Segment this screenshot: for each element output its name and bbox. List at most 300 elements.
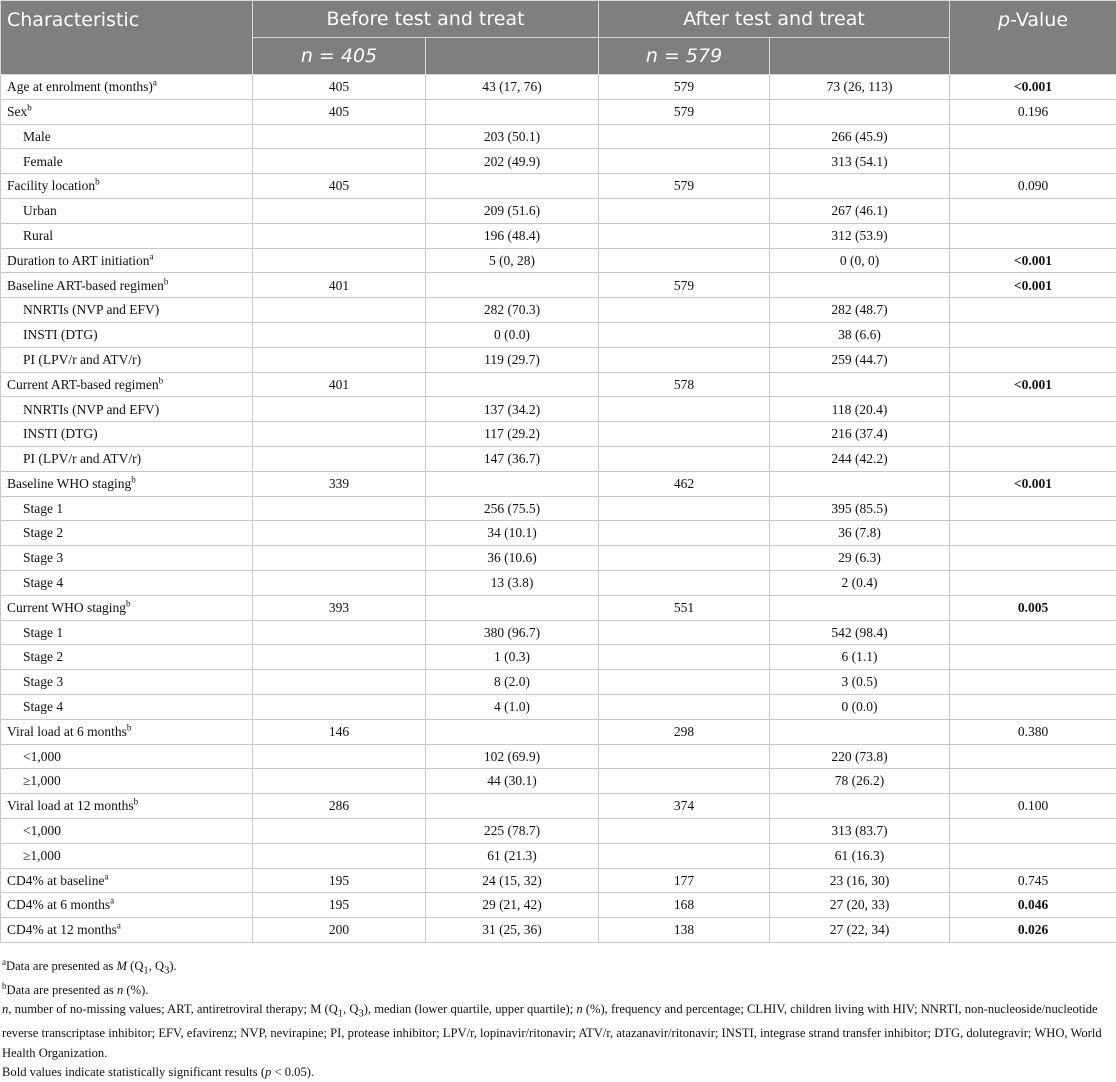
row-label-text: Baseline WHO staging xyxy=(7,476,131,491)
row-label-text: Baseline ART-based regimen xyxy=(7,278,164,293)
footnote-a-end: ). xyxy=(169,959,176,973)
after-value-cell xyxy=(770,918,950,943)
row-label xyxy=(1,248,253,273)
before-value-cell xyxy=(426,99,599,124)
table-row xyxy=(1,223,1116,248)
p-value-cell xyxy=(950,794,1116,819)
row-label xyxy=(1,99,253,124)
row-label xyxy=(1,670,253,695)
p-value-cell xyxy=(950,422,1116,447)
before-value-cell xyxy=(426,670,599,695)
before-n-cell xyxy=(253,620,426,645)
bold-note-text: Bold values indicate statistically significant results ( xyxy=(2,1065,265,1079)
before-value-cell-text: 117 (29.2) xyxy=(484,426,540,441)
row-label xyxy=(1,322,253,347)
footnote-a-mid: , Q xyxy=(149,959,164,973)
before-value-cell-text: 209 (51.6) xyxy=(484,203,540,218)
before-n-cell xyxy=(253,149,426,174)
before-value-cell-text: 137 (34.2) xyxy=(484,402,540,417)
after-n-cell xyxy=(599,645,770,670)
before-value-cell-text: 225 (78.7) xyxy=(484,823,540,838)
after-value-cell-text: 216 (37.4) xyxy=(831,426,887,441)
after-n-cell xyxy=(599,769,770,794)
p-value-cell xyxy=(950,769,1116,794)
before-n-cell xyxy=(253,322,426,347)
p-value-cell xyxy=(950,744,1116,769)
after-n-cell xyxy=(599,149,770,174)
before-n-cell-text: 393 xyxy=(329,600,349,615)
p-value-cell xyxy=(950,124,1116,149)
p-value-cell-text: <0.001 xyxy=(1014,278,1052,293)
before-value-cell-text: 202 (49.9) xyxy=(484,154,540,169)
before-value-cell-text: 282 (70.3) xyxy=(484,302,540,317)
after-value-cell xyxy=(770,595,950,620)
p-value-cell xyxy=(950,347,1116,372)
p-value-cell xyxy=(950,149,1116,174)
row-label-text: INSTI (DTG) xyxy=(23,426,98,441)
after-n-cell-text: 298 xyxy=(674,724,694,739)
after-value-cell xyxy=(770,868,950,893)
p-value-cell xyxy=(950,670,1116,695)
after-n-cell-text: 462 xyxy=(674,476,694,491)
before-n-cell xyxy=(253,397,426,422)
row-label-text: Stage 3 xyxy=(23,550,63,565)
after-value-cell xyxy=(770,744,950,769)
after-value-cell xyxy=(770,372,950,397)
p-value-cell xyxy=(950,99,1116,124)
before-value-cell xyxy=(426,223,599,248)
table-row xyxy=(1,918,1116,943)
before-n-cell xyxy=(253,918,426,943)
row-label-text: PI (LPV/r and ATV/r) xyxy=(23,352,141,367)
p-value-cell xyxy=(950,546,1116,571)
footnote-marker: a xyxy=(110,896,114,906)
after-value-cell xyxy=(770,670,950,695)
after-value-cell-text: 36 (7.8) xyxy=(838,525,881,540)
before-value-cell-text: 4 (1.0) xyxy=(494,699,530,714)
footnote-a-marker: a xyxy=(2,957,6,967)
row-label-text: Sex xyxy=(7,104,27,119)
before-value-cell-text: 8 (2.0) xyxy=(494,674,530,689)
row-label-text: Male xyxy=(23,129,51,144)
p-value-cell xyxy=(950,595,1116,620)
before-value-cell xyxy=(426,645,599,670)
after-value-cell xyxy=(770,446,950,471)
header-before-blank xyxy=(426,38,599,75)
after-n-cell xyxy=(599,273,770,298)
before-n-cell xyxy=(253,372,426,397)
header-after-blank xyxy=(770,38,950,75)
after-value-cell-text: 0 (0, 0) xyxy=(840,253,879,268)
before-value-cell-text: 44 (30.1) xyxy=(487,773,537,788)
row-label-text: ≥1,000 xyxy=(23,848,61,863)
before-value-cell xyxy=(426,570,599,595)
table-row xyxy=(1,471,1116,496)
after-n-cell xyxy=(599,620,770,645)
after-value-cell xyxy=(770,843,950,868)
before-n-cell xyxy=(253,248,426,273)
table-row xyxy=(1,893,1116,918)
before-value-cell xyxy=(426,918,599,943)
row-label xyxy=(1,471,253,496)
row-label-text: Viral load at 12 months xyxy=(7,798,134,813)
before-n-cell xyxy=(253,75,426,100)
before-value-cell xyxy=(426,298,599,323)
footnote-a-q: (Q xyxy=(127,959,143,973)
row-label-text: Stage 2 xyxy=(23,525,63,540)
table-row xyxy=(1,372,1116,397)
p-value-cell-text: 0.380 xyxy=(1018,724,1048,739)
before-value-cell xyxy=(426,248,599,273)
table-row xyxy=(1,694,1116,719)
table-row xyxy=(1,174,1116,199)
row-label-text: Stage 4 xyxy=(23,575,63,590)
before-n-cell xyxy=(253,595,426,620)
row-label-text: ≥1,000 xyxy=(23,773,61,788)
table-row xyxy=(1,769,1116,794)
table-row xyxy=(1,298,1116,323)
after-value-cell xyxy=(770,149,950,174)
after-value-cell xyxy=(770,769,950,794)
after-n-cell-text: 168 xyxy=(674,897,694,912)
row-label xyxy=(1,347,253,372)
before-n-cell xyxy=(253,273,426,298)
footnote-bold xyxy=(2,1063,1112,1082)
after-value-cell-text: 38 (6.6) xyxy=(838,327,881,342)
table-header xyxy=(1,1,1116,75)
footnote-marker: a xyxy=(150,251,154,261)
before-n-cell-text: 405 xyxy=(329,104,349,119)
before-n-cell xyxy=(253,198,426,223)
row-label xyxy=(1,496,253,521)
table-row xyxy=(1,347,1116,372)
p-value-cell xyxy=(950,570,1116,595)
before-value-cell-text: 43 (17, 76) xyxy=(482,79,542,94)
p-value-cell xyxy=(950,843,1116,868)
before-value-cell-text: 147 (36.7) xyxy=(484,451,540,466)
after-value-cell-text: 313 (83.7) xyxy=(831,823,887,838)
after-n-cell xyxy=(599,372,770,397)
table-row xyxy=(1,670,1116,695)
before-value-cell xyxy=(426,769,599,794)
after-value-cell xyxy=(770,620,950,645)
p-value-cell-text: <0.001 xyxy=(1014,253,1052,268)
row-label xyxy=(1,149,253,174)
after-value-cell xyxy=(770,570,950,595)
after-value-cell xyxy=(770,248,950,273)
before-n-cell xyxy=(253,422,426,447)
before-n-cell xyxy=(253,298,426,323)
after-value-cell-text: 27 (20, 33) xyxy=(830,897,890,912)
before-n-cell xyxy=(253,818,426,843)
after-value-cell xyxy=(770,893,950,918)
p-value-cell-text: 0.745 xyxy=(1018,873,1048,888)
row-label-text: Facility location xyxy=(7,178,95,193)
before-value-cell-text: 5 (0, 28) xyxy=(489,253,535,268)
footnote-a xyxy=(2,957,1112,981)
after-value-cell-text: 78 (26.2) xyxy=(835,773,885,788)
before-value-cell xyxy=(426,347,599,372)
before-n-cell-text: 146 xyxy=(329,724,349,739)
before-value-cell xyxy=(426,620,599,645)
abbr-part3: ), median (lower quartile, upper quartile); xyxy=(364,1002,577,1016)
table-row xyxy=(1,521,1116,546)
table-row xyxy=(1,744,1116,769)
row-label xyxy=(1,75,253,100)
after-value-cell-text: 3 (0.5) xyxy=(842,674,878,689)
p-value-cell xyxy=(950,694,1116,719)
footnote-b-end: (%). xyxy=(123,983,148,997)
after-n-cell xyxy=(599,595,770,620)
after-value-cell xyxy=(770,496,950,521)
after-value-cell xyxy=(770,198,950,223)
table-row xyxy=(1,273,1116,298)
before-n-cell xyxy=(253,670,426,695)
row-label xyxy=(1,422,253,447)
after-n-cell xyxy=(599,868,770,893)
after-n-cell xyxy=(599,174,770,199)
before-n-cell-text: 401 xyxy=(329,278,349,293)
after-value-cell-text: 2 (0.4) xyxy=(842,575,878,590)
after-n-cell xyxy=(599,521,770,546)
footnote-marker: b xyxy=(131,474,136,484)
p-value-cell xyxy=(950,496,1116,521)
before-n-cell-text: 195 xyxy=(329,873,349,888)
row-label xyxy=(1,546,253,571)
footnote-marker: b xyxy=(127,722,132,732)
after-value-cell-text: 266 (45.9) xyxy=(831,129,887,144)
row-label-text: Rural xyxy=(23,228,53,243)
before-n-cell xyxy=(253,496,426,521)
after-n-cell xyxy=(599,124,770,149)
row-label xyxy=(1,868,253,893)
after-value-cell-text: 220 (73.8) xyxy=(831,749,887,764)
p-value-cell-text: 0.005 xyxy=(1018,600,1048,615)
row-label xyxy=(1,223,253,248)
after-value-cell-text: 29 (6.3) xyxy=(838,550,881,565)
after-value-cell xyxy=(770,818,950,843)
after-value-cell-text: 27 (22, 34) xyxy=(830,922,890,937)
after-n-cell xyxy=(599,248,770,273)
before-n-cell xyxy=(253,694,426,719)
row-label xyxy=(1,595,253,620)
header-before-n: n = 405 xyxy=(253,38,426,75)
row-label xyxy=(1,397,253,422)
footnote-a-q1: 1 xyxy=(143,966,148,977)
before-value-cell xyxy=(426,446,599,471)
row-label xyxy=(1,298,253,323)
footnote-marker: b xyxy=(159,375,164,385)
table-row xyxy=(1,719,1116,744)
row-label-text: Female xyxy=(23,154,63,169)
footnote-marker: a xyxy=(117,921,121,931)
after-value-cell xyxy=(770,546,950,571)
before-value-cell xyxy=(426,372,599,397)
after-value-cell-text: 118 (20.4) xyxy=(832,402,888,417)
after-value-cell xyxy=(770,719,950,744)
before-value-cell-text: 24 (15, 32) xyxy=(482,873,542,888)
before-value-cell-text: 61 (21.3) xyxy=(487,848,537,863)
bold-note-p: p xyxy=(265,1065,271,1079)
row-label-text: NNRTIs (NVP and EFV) xyxy=(23,302,159,317)
footnote-abbreviations xyxy=(2,1000,1112,1063)
before-value-cell xyxy=(426,471,599,496)
table-row xyxy=(1,620,1116,645)
after-value-cell xyxy=(770,521,950,546)
footnote-a-text: Data are presented as xyxy=(6,959,116,973)
after-n-cell-text: 579 xyxy=(674,178,694,193)
after-value-cell xyxy=(770,694,950,719)
table-row xyxy=(1,570,1116,595)
row-label xyxy=(1,273,253,298)
after-value-cell-text: 244 (42.2) xyxy=(831,451,887,466)
before-value-cell-text: 256 (75.5) xyxy=(484,501,540,516)
before-n-cell xyxy=(253,769,426,794)
table-body xyxy=(1,75,1116,943)
row-label-text: Stage 3 xyxy=(23,674,63,689)
row-label-text: Stage 1 xyxy=(23,501,63,516)
after-value-cell-text: 73 (26, 113) xyxy=(827,79,893,94)
before-value-cell xyxy=(426,75,599,100)
before-value-cell xyxy=(426,843,599,868)
row-label xyxy=(1,198,253,223)
row-label-text: Stage 2 xyxy=(23,649,63,664)
p-value-cell-text: <0.001 xyxy=(1014,79,1052,94)
after-n-cell xyxy=(599,794,770,819)
before-n-cell-text: 286 xyxy=(329,798,349,813)
after-value-cell xyxy=(770,397,950,422)
footnote-marker: a xyxy=(153,78,157,88)
after-n-cell xyxy=(599,322,770,347)
before-value-cell-text: 13 (3.8) xyxy=(491,575,534,590)
after-value-cell-text: 267 (46.1) xyxy=(831,203,887,218)
p-value-cell xyxy=(950,645,1116,670)
before-value-cell xyxy=(426,496,599,521)
header-before: Before test and treat xyxy=(253,1,599,38)
footnote-a-m: M xyxy=(116,959,127,973)
row-label xyxy=(1,446,253,471)
before-value-cell-text: 119 (29.7) xyxy=(484,352,540,367)
after-n-cell xyxy=(599,546,770,571)
before-n-cell xyxy=(253,843,426,868)
p-value-cell-text: <0.001 xyxy=(1014,476,1052,491)
after-value-cell-text: 61 (16.3) xyxy=(835,848,885,863)
before-n-cell xyxy=(253,174,426,199)
row-label-text: Current WHO staging xyxy=(7,600,126,615)
before-n-cell xyxy=(253,347,426,372)
before-value-cell xyxy=(426,174,599,199)
table-row xyxy=(1,868,1116,893)
header-pvalue-rest: -Value xyxy=(1010,9,1068,31)
row-label-text: NNRTIs (NVP and EFV) xyxy=(23,402,159,417)
row-label xyxy=(1,719,253,744)
after-value-cell xyxy=(770,322,950,347)
before-value-cell xyxy=(426,149,599,174)
table-row xyxy=(1,422,1116,447)
abbr-n: n xyxy=(2,1002,8,1016)
after-n-cell xyxy=(599,694,770,719)
table-row xyxy=(1,75,1116,100)
after-value-cell-text: 312 (53.9) xyxy=(831,228,887,243)
before-n-cell xyxy=(253,744,426,769)
row-label xyxy=(1,620,253,645)
row-label xyxy=(1,570,253,595)
p-value-cell xyxy=(950,446,1116,471)
table-row xyxy=(1,198,1116,223)
before-value-cell xyxy=(426,397,599,422)
before-value-cell xyxy=(426,818,599,843)
p-value-cell xyxy=(950,521,1116,546)
footnote-b-text: Data are presented as xyxy=(7,983,117,997)
after-n-cell xyxy=(599,744,770,769)
p-value-cell xyxy=(950,372,1116,397)
after-value-cell-text: 542 (98.4) xyxy=(831,625,887,640)
footnote-marker: b xyxy=(27,102,32,112)
p-value-cell xyxy=(950,620,1116,645)
row-label xyxy=(1,124,253,149)
after-value-cell-text: 282 (48.7) xyxy=(831,302,887,317)
table-row xyxy=(1,248,1116,273)
table-row xyxy=(1,645,1116,670)
after-n-cell-text: 177 xyxy=(674,873,694,888)
before-n-cell-text: 405 xyxy=(329,178,349,193)
before-n-cell-text: 405 xyxy=(329,79,349,94)
after-n-cell xyxy=(599,670,770,695)
p-value-cell xyxy=(950,75,1116,100)
after-n-cell-text: 579 xyxy=(674,278,694,293)
abbr-part2: , Q xyxy=(343,1002,358,1016)
after-value-cell xyxy=(770,645,950,670)
before-n-cell-text: 339 xyxy=(329,476,349,491)
before-n-cell xyxy=(253,124,426,149)
row-label xyxy=(1,372,253,397)
table-footnotes xyxy=(2,957,1112,1082)
row-label-text: Urban xyxy=(23,203,57,218)
before-value-cell-text: 34 (10.1) xyxy=(487,525,537,540)
after-n-cell xyxy=(599,99,770,124)
row-label-text: CD4% at 6 months xyxy=(7,897,110,912)
before-n-cell xyxy=(253,223,426,248)
before-value-cell-text: 102 (69.9) xyxy=(484,749,540,764)
p-value-cell xyxy=(950,198,1116,223)
header-pvalue xyxy=(950,1,1116,75)
before-value-cell xyxy=(426,546,599,571)
p-value-cell xyxy=(950,719,1116,744)
footnote-b-n: n xyxy=(117,983,123,997)
after-value-cell-text: 6 (1.1) xyxy=(842,649,878,664)
row-label xyxy=(1,645,253,670)
row-label xyxy=(1,893,253,918)
after-value-cell xyxy=(770,794,950,819)
after-value-cell xyxy=(770,471,950,496)
after-n-cell xyxy=(599,893,770,918)
after-value-cell-text: 259 (44.7) xyxy=(831,352,887,367)
before-value-cell xyxy=(426,273,599,298)
after-n-cell xyxy=(599,298,770,323)
after-value-cell xyxy=(770,124,950,149)
row-label xyxy=(1,794,253,819)
p-value-cell xyxy=(950,818,1116,843)
after-n-cell-text: 551 xyxy=(674,600,694,615)
after-value-cell xyxy=(770,99,950,124)
row-label-text: CD4% at 12 months xyxy=(7,922,117,937)
after-n-cell xyxy=(599,223,770,248)
p-value-cell xyxy=(950,322,1116,347)
row-label-text: Age at enrolment (months) xyxy=(7,79,153,94)
before-n-cell xyxy=(253,645,426,670)
footnote-marker: b xyxy=(126,598,131,608)
before-value-cell xyxy=(426,893,599,918)
